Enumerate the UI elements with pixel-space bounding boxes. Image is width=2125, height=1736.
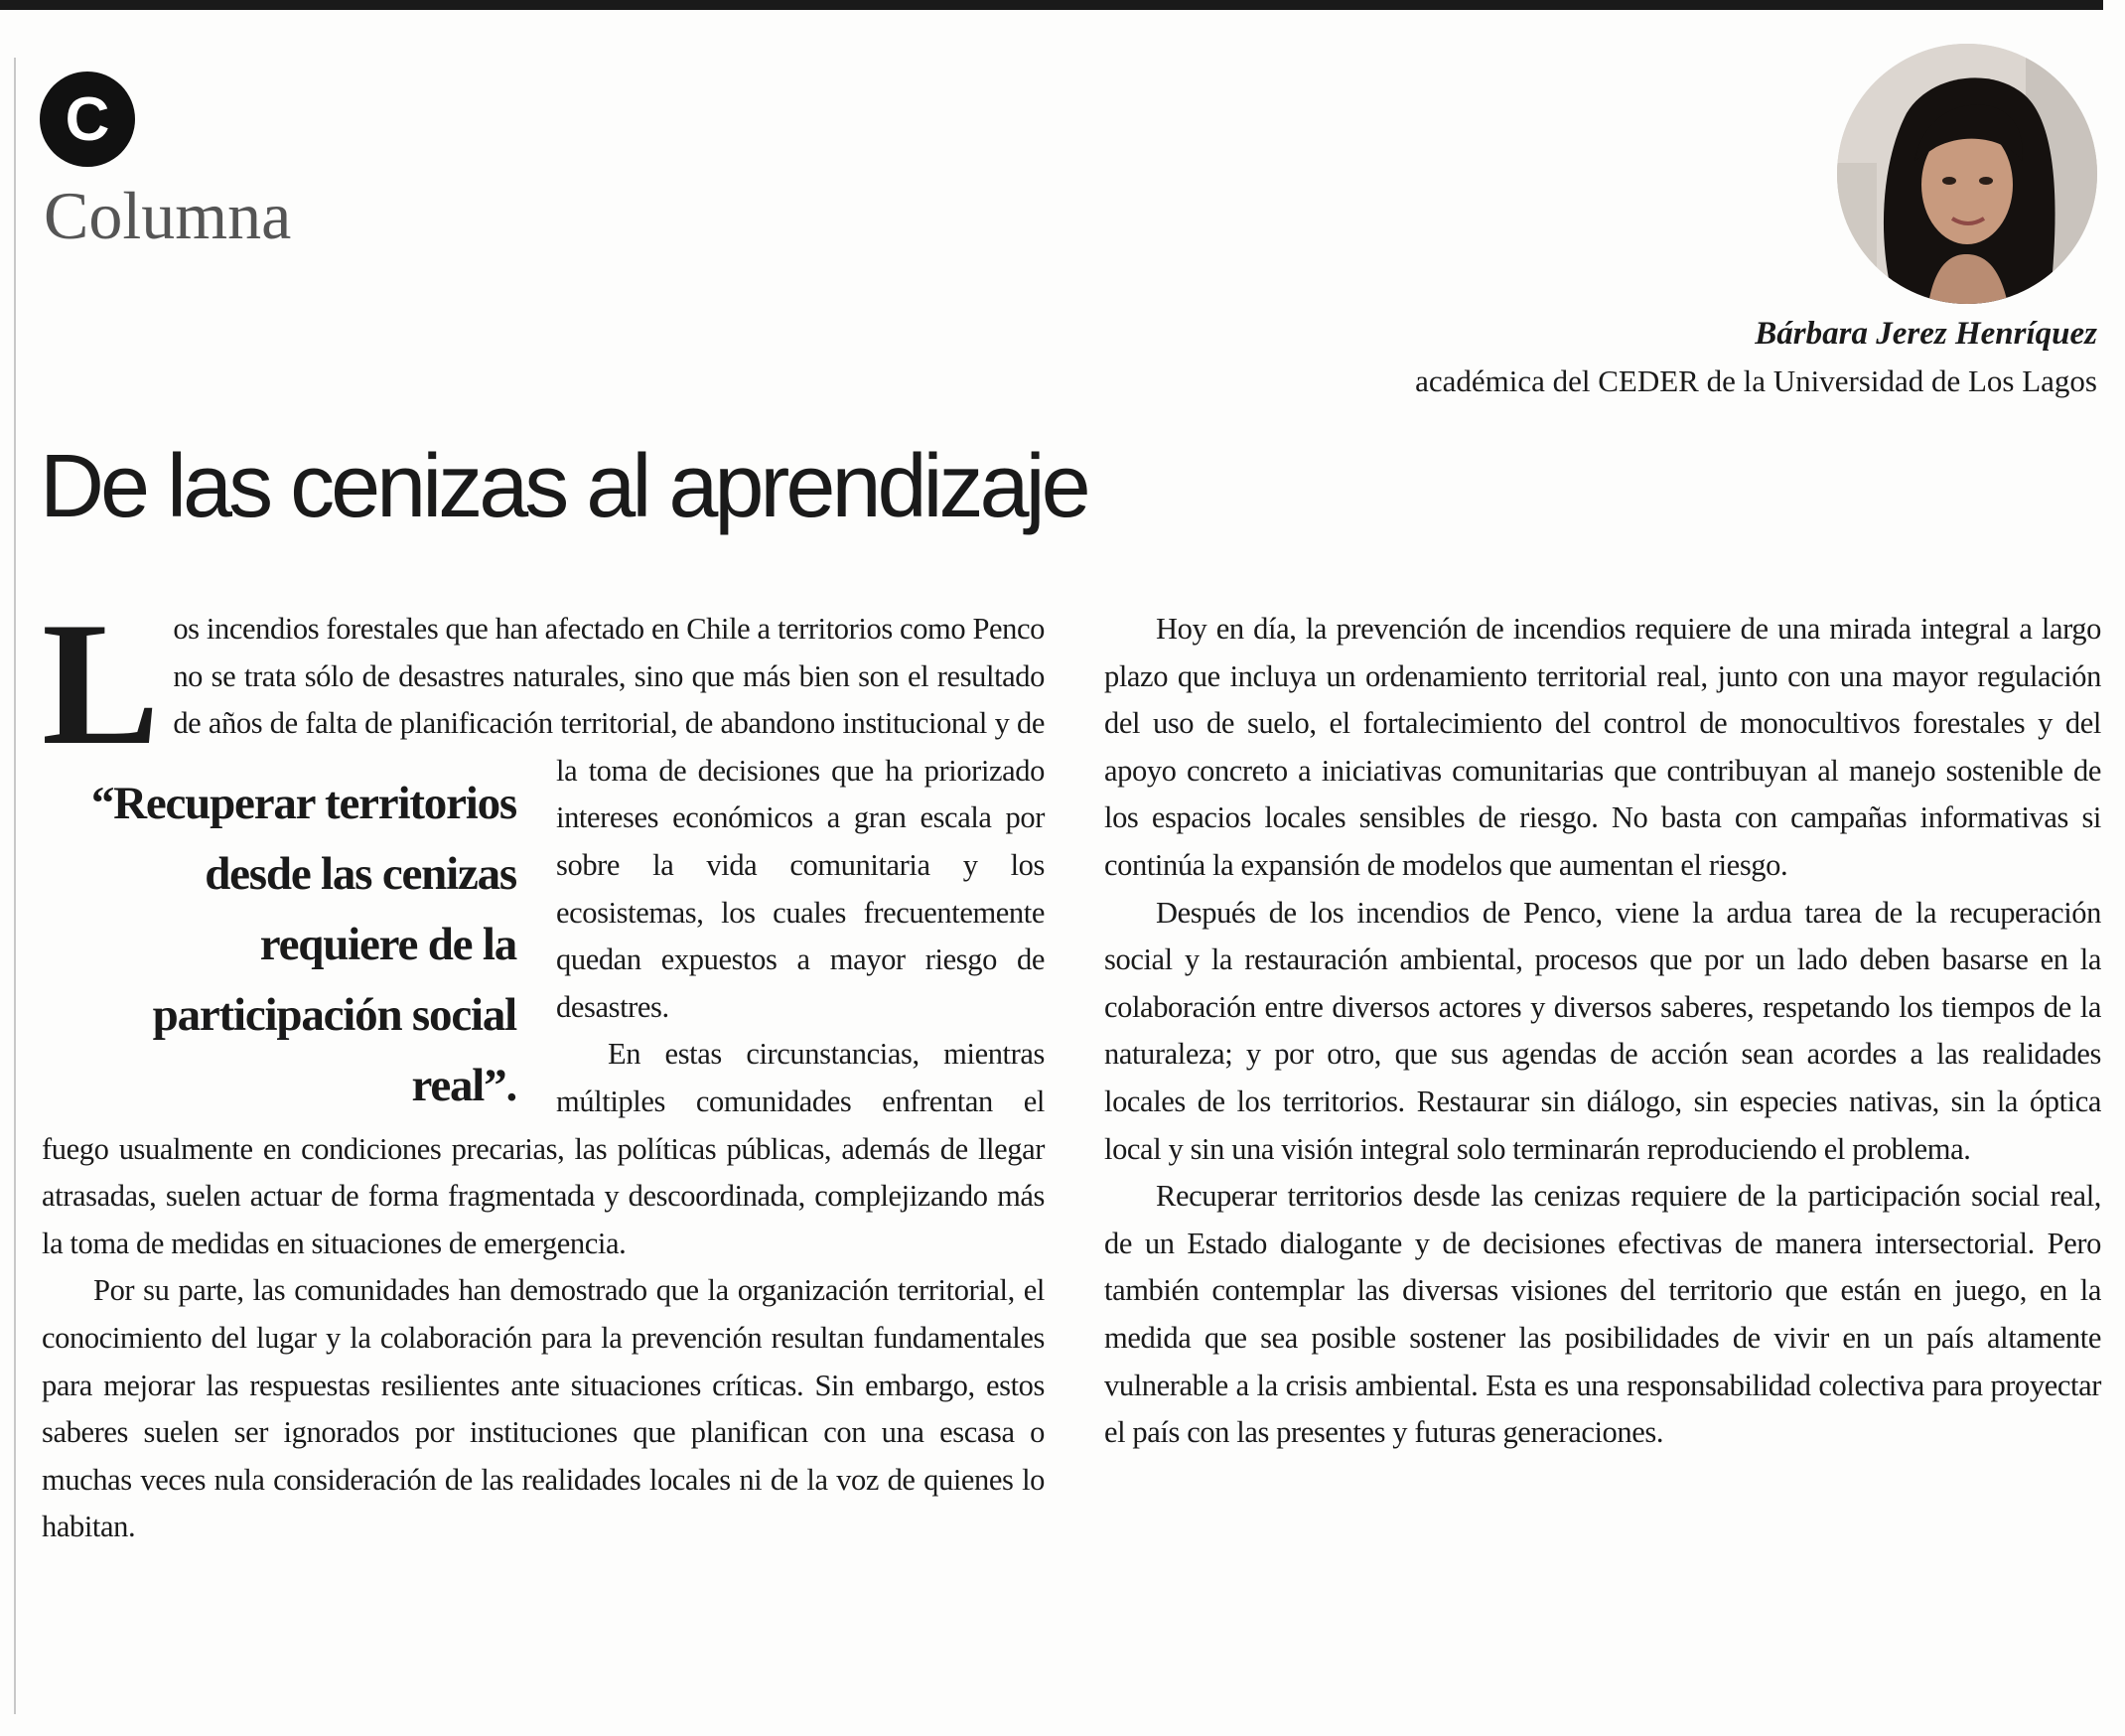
author-name: Bárbara Jerez Henríquez <box>1755 316 2097 352</box>
paragraph-1 <box>42 585 1045 1111</box>
article-column-right <box>1104 606 2101 1457</box>
paragraph-4: Hoy en día, la prevención de incendios requiere de una mirada integral a largo plazo que incluya un ordenamiento territorial real, junto con una mayor regulación del uso de suelo, el fortalecimiento del control de monocultivos forestales y del apoyo concreto a iniciativas comunitarias que contribuyan al manejo sostenible de los espacios locales sensibles de riesgo. No basta con campañas informativas si continúa la expansión de modelos que aumentan el riesgo. <box>1104 612 2101 882</box>
section-label: Columna <box>44 178 292 253</box>
section-badge: C <box>40 72 135 167</box>
paragraph-6: Recuperar territorios desde las cenizas requiere de la participación social real, de un Estado dialogante y de decisiones efectivas de manera intersectorial. Pero también contemplar las diversas visiones del territorio que están en juego, en la medida que sea posible sostener las posibilidades de vivir en un país altamente vulnerable a la crisis ambiental. Esta es una responsabilidad colectiva para proyectar el país con las presentes y futuras generaciones. <box>1104 1179 2101 1450</box>
drop-cap: L <box>42 585 160 782</box>
author-portrait-illustration <box>1837 44 2097 304</box>
article-column-left <box>42 585 1045 1551</box>
author-role: académica del CEDER de la Universidad de Los Lagos <box>1415 363 2097 398</box>
headline: De las cenizas al aprendizaje <box>40 437 1087 536</box>
author-portrait <box>1837 44 2097 304</box>
pull-quote: “Recuperar territorios desde las cenizas requiere de la participación social real”. <box>90 778 516 1111</box>
paragraph-2: En estas circunstancias, mientras múltiples comunidades enfrentan el fuego usualmente en condiciones precarias, las políticas públicas, además de llegar atrasadas, suelen actuar de forma fragmentada y descoordinada, complejizando más la toma de medidas en situaciones de emergencia. <box>42 1037 1045 1260</box>
left-rule <box>14 58 16 1714</box>
paragraph-1-text: os incendios forestales que han afectado en Chile a territorios como Penco no se trata sólo de desastres naturales, sino que más bien son el resultado de años de falta de planificación territorial, de abandono institucional y de la toma de decisiones que ha priorizado intereses económicos a gran escala por sobre la vida comunitaria y los ecosistemas, los cuales frecuentemente quedan expuestos a mayor riesgo de desastres. <box>173 612 1045 1024</box>
paragraph-5: Después de los incendios de Penco, viene la ardua tarea de la recuperación social y la restauración ambiental, procesos que por un lado deben basarse en la colaboración entre diversos actores y diversos saberes, respetando los tiempos de la naturaleza; y por otro, que sus agendas de acción sean acordes a las realidades locales de los territorios. Restaurar sin diálogo, sin especies nativas, sin la óptica local y sin una visión integral solo terminarán reproduciendo el problema. <box>1104 895 2101 1166</box>
paragraph-3: Por su parte, las comunidades han demostrado que la organización territorial, el conocimiento del lugar y la colaboración para la prevención resultan fundamentales para mejorar las respuestas resilientes ante situaciones críticas. Sin embargo, estos saberes suelen ser ignorados por instituciones que planifican con una escasa o muchas veces nula consideración de las realidades locales ni de la voz de quienes lo habitan. <box>42 1273 1045 1544</box>
top-rule <box>0 0 2103 10</box>
